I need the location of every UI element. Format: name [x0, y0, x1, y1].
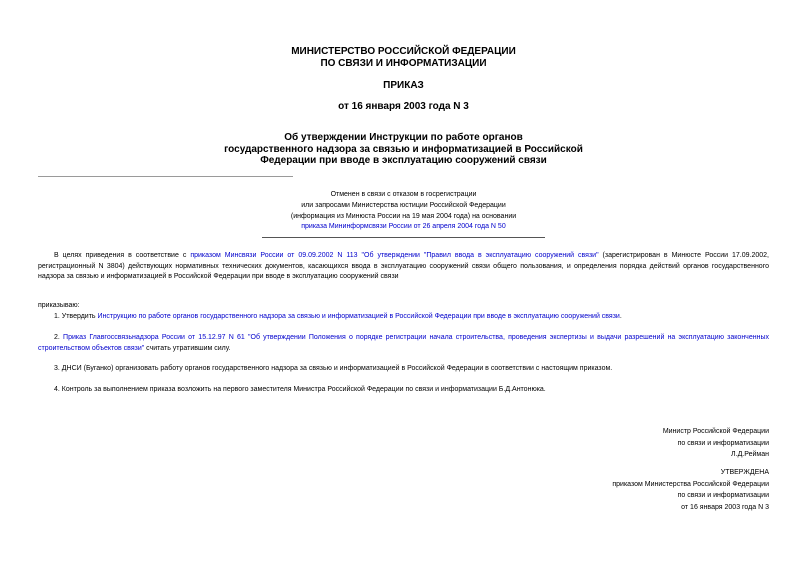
item-1-suffix: .: [619, 313, 622, 320]
item-2-link[interactable]: Приказ Главгоссвязьнадзора России от 15.12.97 N 61 "Об утверждении Положения о порядке регистрации начала строительства, проведения экспертизы и выдачи разрешений на эксплуатацию законченных строительством объектов связи": [38, 334, 769, 352]
doc-date-number: от 16 января 2003 года N 3: [338, 101, 469, 112]
annotation-link-wrap: [0, 222, 807, 233]
annotation-line-1: Отменен в связи с отказом в госрегистрации: [330, 191, 477, 198]
approval-line-3: по связи и информатизации: [677, 492, 769, 499]
doc-type: ПРИКАЗ: [383, 80, 424, 91]
annotation-link[interactable]: приказа Мининформсвязи России от 26 апреля 2004 года N 50: [301, 223, 506, 230]
order-item-3: 3. ДНСИ (Буганко) организовать работу органов государственного надзора за связью и информатизацией в Российской Федерации в соответствии с настоящим приказом.: [54, 365, 613, 372]
order-item-2: [38, 333, 769, 354]
signature-line-3: Л.Д.Рейман: [731, 451, 769, 458]
order-item-4: 4. Контроль за выполнением приказа возложить на первого заместителя Министра Российской Федерации по связи и информатизации Б.Д.Антонюка.: [54, 386, 546, 393]
item-2-prefix: 2.: [54, 334, 64, 341]
approval-line-2: приказом Министерства Российской Федерации: [612, 480, 769, 488]
item-2-suffix: считать утратившим силу.: [144, 344, 231, 352]
order-item-1: [38, 312, 769, 323]
ministry-line-2: ПО СВЯЗИ И ИНФОРМАТИЗАЦИИ: [320, 58, 487, 69]
ministry-line-1: МИНИСТЕРСТВО РОССИЙСКОЙ ФЕДЕРАЦИИ: [291, 46, 516, 57]
signature-line-2: по связи и информатизации: [677, 439, 769, 447]
doc-title-line-1: Об утверждении Инструкции по работе органов: [284, 132, 523, 143]
item-1-prefix: 1. Утвердить: [54, 313, 98, 320]
preamble-link[interactable]: приказом Минсвязи России от 09.09.2002 N 113 "Об утверждении "Правил ввода в эксплуатацию сооружений связи": [190, 252, 599, 259]
annotation-line-3: (информация из Минюста России на 19 мая 2004 года) на основании: [290, 213, 517, 220]
approval-line-4: от 16 января 2003 года N 3: [681, 503, 769, 511]
signature-line-1: Министр Российской Федерации: [662, 428, 769, 435]
signature-block: [663, 426, 769, 461]
preamble-text-2: (зарегистрирован в Минюсте России 17.09.2002, регистрационный N 3804) действующих нормативных технических документов, касающихся ввода в эксплуатацию сооружений связи общего пользования, и определения порядка действий органов государственного надзора за связью и информатизацией в Российской Федерации при вводе в эксплуатацию сооружений связи: [38, 252, 769, 280]
separator-line: [38, 176, 293, 177]
doc-title-line-3: Федерации при вводе в эксплуатацию сооружений связи: [260, 155, 547, 166]
item-1-link[interactable]: Инструкцию по работе органов государственного надзора за связью и информатизацией в Российской Федерации при вводе в эксплуатацию сооружений связи: [97, 313, 620, 320]
approval-block: [612, 467, 769, 513]
annotation-line-2: или запросами Министерства юстиции Российской Федерации: [301, 202, 506, 209]
preamble-text-1: В целях приведения в соответствие с: [54, 252, 191, 259]
preamble-paragraph: [38, 251, 769, 283]
approval-line-1: УТВЕРЖДЕНА: [720, 469, 769, 476]
annotation-underline: [262, 237, 545, 238]
doc-title-line-2: государственного надзора за связью и информатизацией в Российской: [224, 144, 583, 155]
order-word: приказываю:: [38, 302, 80, 309]
